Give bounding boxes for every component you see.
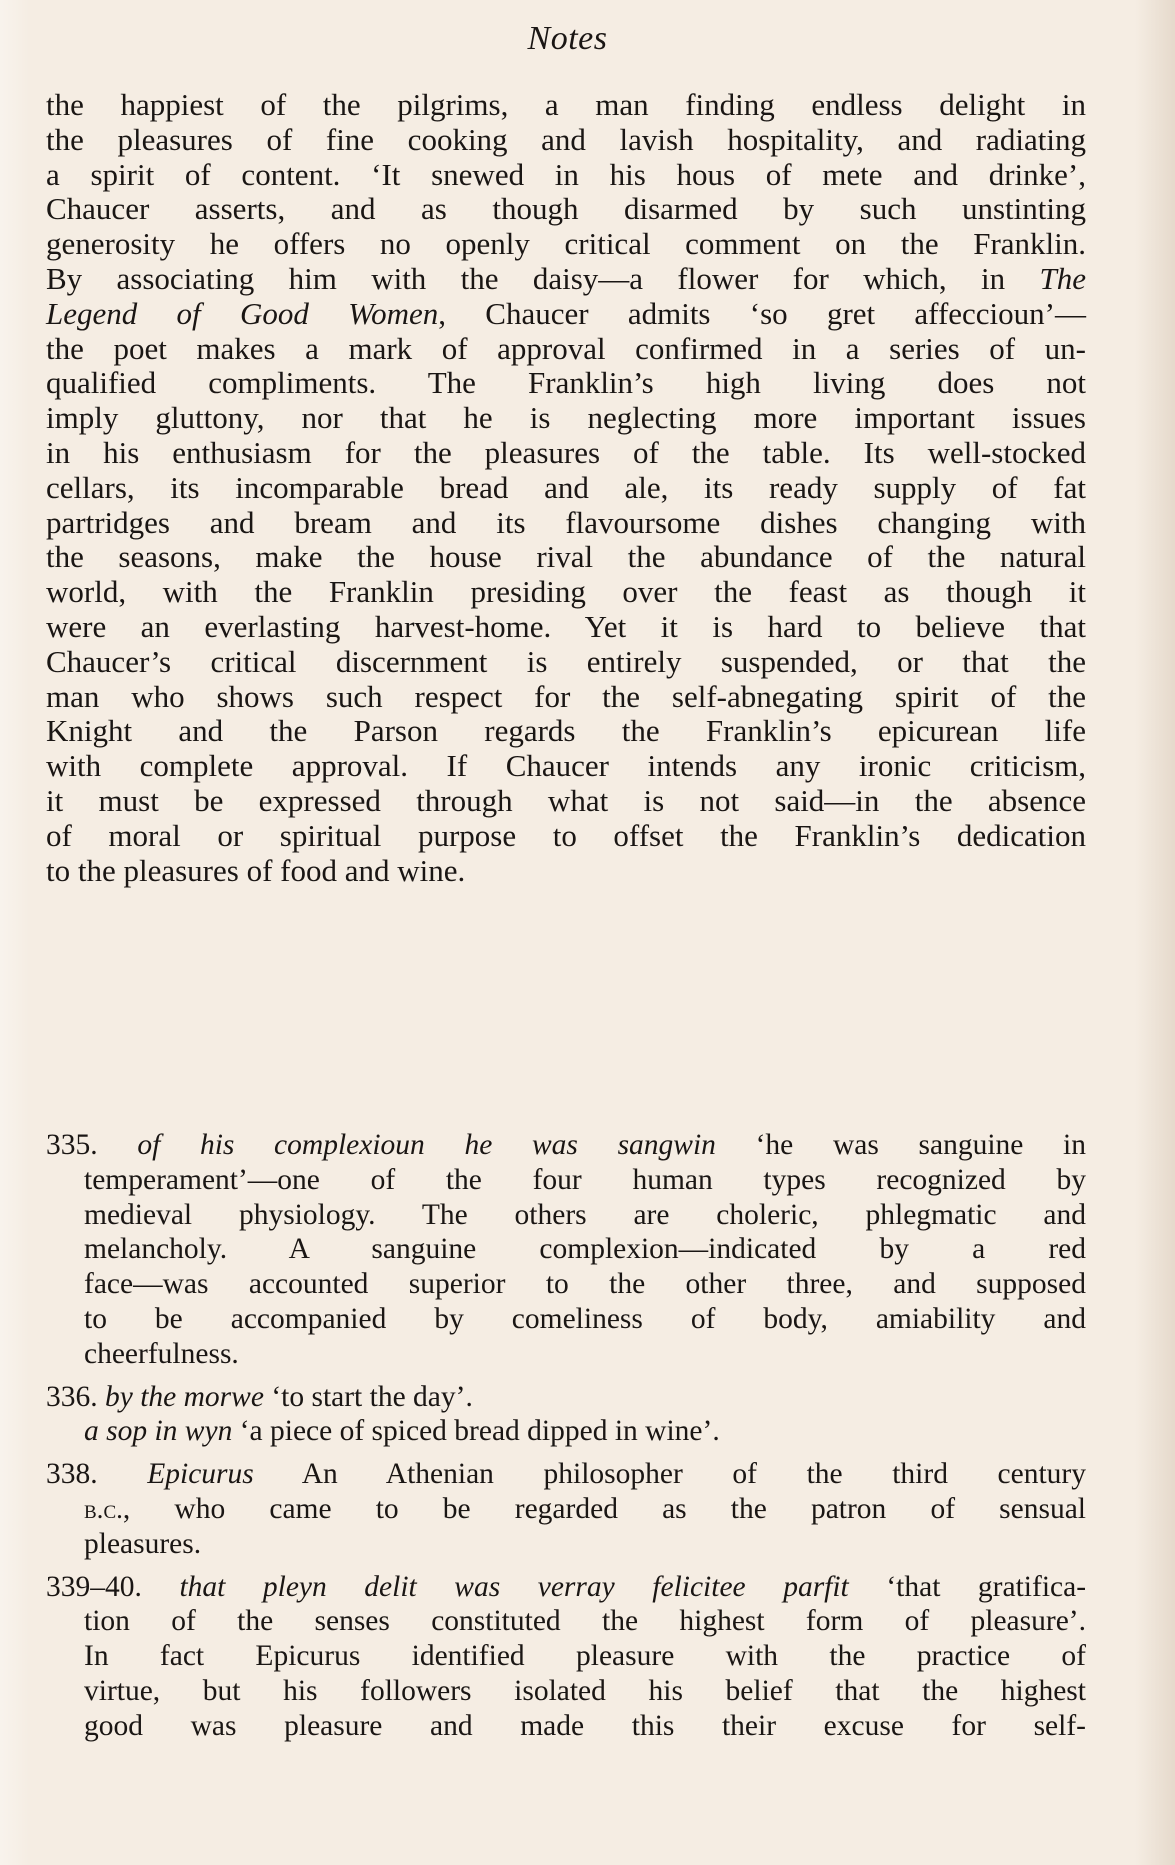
text-line: with complete approval. If Chaucer intends any ironic criticism, (46, 748, 1086, 784)
text-line: cellars, its incomparable bread and ale, its ready supply of fat (46, 469, 1086, 505)
note-line: to be accompanied by comeliness of body, amiability and (84, 1302, 1086, 1335)
text-line: the pleasures of fine cooking and lavish hospitality, and radiating (46, 121, 1086, 157)
note-gloss: ‘that gratifica- (886, 1570, 1087, 1603)
note-gloss: ‘he was sanguine in (755, 1129, 1087, 1161)
note-number: 335. (46, 1129, 98, 1161)
note-line: medieval physiology. The others are choleric, phlegmatic and (84, 1198, 1086, 1231)
text-line: the poet makes a mark of approval confirmed in a series of un- (46, 330, 1086, 366)
italic-title: Legend of Good Women (46, 295, 439, 331)
note-lemma: of his complexioun he was sangwin (137, 1129, 716, 1161)
note-number: 336. (46, 1380, 98, 1413)
text-line: generosity he offers no openly critical comment on the Franklin. (46, 226, 1086, 262)
note-sub-gloss: ‘a piece of spiced bread dipped in wine’. (239, 1415, 720, 1448)
text-span: By associating him with the daisy—a flower for which, in (46, 260, 1006, 296)
note-line (46, 1492, 1086, 1527)
note-line: melancholy. A sanguine complexion—indicated by a red (84, 1233, 1086, 1266)
text-line (46, 262, 1086, 297)
note-number: 338. (46, 1458, 98, 1491)
note-line: pleasures. (84, 1527, 202, 1560)
text-line: the seasons, make the house rival the abundance of the natural (46, 539, 1086, 575)
note-lemma: by the morwe (105, 1380, 264, 1413)
text-line: it must be expressed through what is not said—in the absence (46, 782, 1086, 818)
text-line: in his enthusiasm for the pleasures of the table. Its well-stocked (46, 434, 1086, 470)
text-line (46, 297, 1086, 332)
note-line: temperament’—one of the four human types recognized by (84, 1163, 1086, 1196)
text-line: were an everlasting harvest-home. Yet it is hard to believe that (46, 608, 1086, 644)
text-line: imply gluttony, nor that he is neglecting more important issues (46, 400, 1086, 436)
note-first-line (46, 1570, 1086, 1605)
text-line: Chaucer’s critical discernment is entirely suspended, or that the (46, 643, 1086, 679)
note-number: 339–40. (46, 1570, 142, 1603)
line-notes (46, 1128, 1086, 1752)
note-gloss: ‘to start the day’. (271, 1380, 473, 1413)
note-first-line (46, 1457, 1086, 1492)
text-line: of moral or spiritual purpose to offset the Franklin’s dedication (46, 817, 1086, 853)
note-line: cheerfulness. (84, 1337, 239, 1370)
note-sub-lemma: a sop in wyn (84, 1415, 233, 1448)
note-line: virtue, but his followers isolated his belief that the highest (84, 1674, 1086, 1707)
text-line: world, with the Franklin presiding over the feast as though it (46, 574, 1086, 610)
note-lemma: Epicurus (147, 1458, 254, 1491)
note-line: face—was accounted superior to the other three, and supposed (84, 1268, 1086, 1301)
note-line: good was pleasure and made this their excuse for self- (84, 1709, 1086, 1742)
text-line: to the pleasures of food and wine. (46, 852, 466, 888)
italic-title-start: The (1039, 260, 1086, 296)
text-line: partridges and bream and its flavoursome dishes changing with (46, 504, 1086, 540)
running-head: Notes (527, 20, 608, 57)
note-335 (46, 1128, 1086, 1372)
text-line: a spirit of content. ‘It snewed in his hous of mete and drinke’, (46, 156, 1086, 192)
text-line: qualified compliments. The Franklin’s high living does not (46, 365, 1086, 401)
note-line: In fact Epicurus identified pleasure with the practice of (84, 1640, 1086, 1673)
era-abbreviation: b.c. (84, 1493, 123, 1524)
note-339-40 (46, 1570, 1086, 1744)
note-first-line (46, 1128, 1086, 1163)
text-line: man who shows such respect for the self-abnegating spirit of the (46, 678, 1086, 714)
note-gloss: An Athenian philosopher of the third century (301, 1458, 1087, 1491)
text-line: the happiest of the pilgrims, a man finding endless delight in (46, 87, 1086, 122)
essay-paragraph (46, 88, 1086, 888)
note-sub-entry (46, 1414, 1086, 1449)
note-lemma: that pleyn delit was verray felicitee parfit (179, 1570, 849, 1603)
note-first-line (46, 1380, 1086, 1415)
note-336 (46, 1380, 1086, 1450)
text-line: Knight and the Parson regards the Franklin’s epicurean life (46, 713, 1086, 749)
note-338 (46, 1457, 1086, 1561)
text-line: Chaucer asserts, and as though disarmed by such unstinting (46, 191, 1086, 227)
text-span: , who came to be regarded as the patron of sensual (122, 1492, 1086, 1525)
text-span: , Chaucer admits ‘so gret affeccioun’— (438, 295, 1086, 331)
note-line: tion of the senses constituted the highest form of pleasure’. (84, 1605, 1086, 1638)
